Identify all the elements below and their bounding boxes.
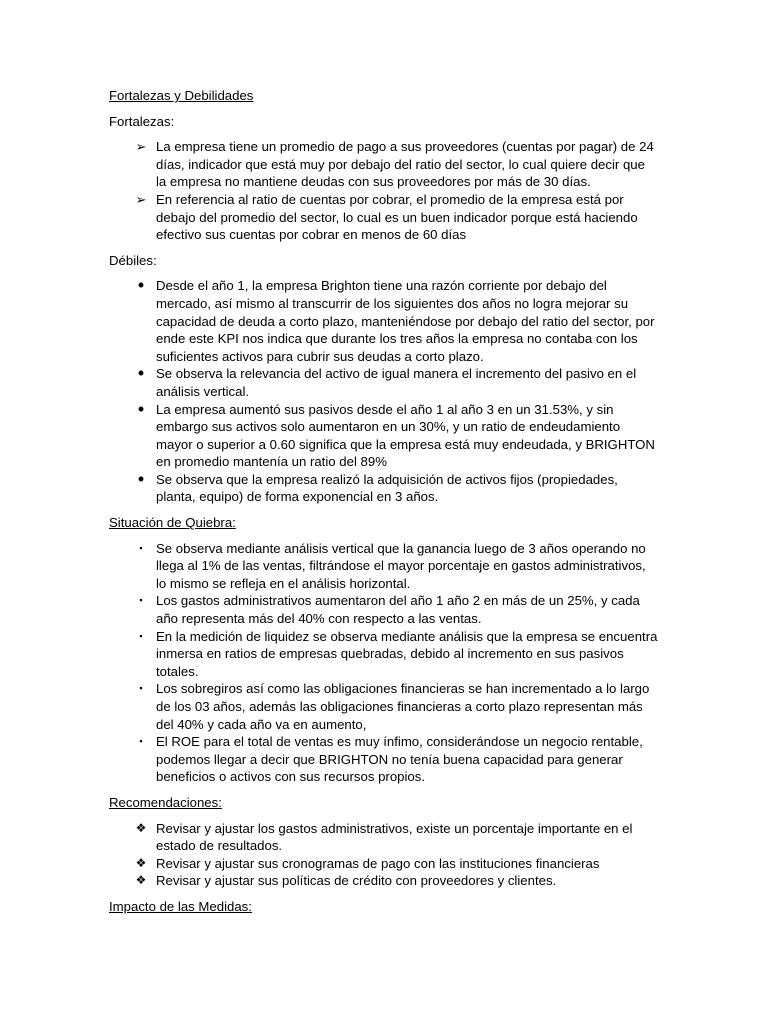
square-bullet-icon: ▪	[139, 683, 143, 694]
list-item-text: Revisar y ajustar sus cronogramas de pago con las instituciones financieras	[156, 855, 600, 871]
list-item-text: Los gastos administrativos aumentaron del año 1 año 2 en más de un 25%, y cada año representa más del 40% con respecto a las ventas.	[156, 593, 640, 627]
list-item	[109, 138, 658, 191]
square-bullet-icon: ▪	[139, 736, 143, 747]
diamond-bullet-icon: ❖	[135, 820, 147, 835]
list-item	[109, 277, 658, 365]
square-bullet-icon: ▪	[139, 630, 143, 641]
fortalezas-heading: Fortalezas:	[109, 113, 175, 129]
list-item-text: La empresa tiene un promedio de pago a sus proveedores (cuentas por pagar) de 24 días, indicador que está muy por debajo del ratio del sector, lo cual quiere decir que la empresa no mantiene deudas con sus proveedores por más de 30 días.	[156, 139, 654, 190]
diamond-bullet-icon: ❖	[135, 855, 147, 870]
dot-bullet-icon: •	[137, 468, 145, 489]
square-bullet-icon: ▪	[139, 595, 143, 606]
page-title: Fortalezas y Debilidades	[109, 88, 254, 103]
list-item-text: El ROE para el total de ventas es muy ínfimo, considerándose un negocio rentable, podemos llegar a decir que BRIGHTON no tenía buena capacidad para generar beneficios o activos con sus recursos propios.	[156, 734, 643, 785]
list-item	[109, 540, 658, 593]
list-item	[109, 872, 658, 890]
impacto-heading: Impacto de las Medidas:	[109, 898, 252, 914]
dot-bullet-icon: •	[137, 363, 145, 384]
list-item	[109, 398, 658, 471]
list-item-text: Revisar y ajustar los gastos administrativos, existe un porcentaje importante en el estado de resultados.	[156, 820, 633, 854]
fortalezas-list	[109, 138, 658, 244]
list-item	[109, 820, 658, 855]
arrow-bullet-icon: ➢	[135, 139, 147, 155]
list-item-text: Se observa que la empresa realizó la adquisición de activos fijos (propiedades, planta, equipo) de forma exponencial en 3 años.	[156, 471, 618, 505]
recomendaciones-list	[109, 820, 658, 890]
diamond-bullet-icon: ❖	[135, 873, 147, 888]
list-item-text: Los sobregiros así como las obligaciones financieras se han incrementado a lo largo de los 03 años, además las obligaciones financieras a corto plazo representan más del 40% y cada año va en aumento,	[156, 681, 650, 732]
arrow-bullet-icon: ➢	[135, 191, 147, 207]
list-item-text: Se observa la relevancia del activo de igual manera el incremento del pasivo en el análisis vertical.	[156, 366, 637, 399]
list-item	[109, 855, 658, 873]
recomendaciones-heading: Recomendaciones:	[109, 794, 222, 810]
list-item-text: Se observa mediante análisis vertical que la ganancia luego de 3 años operando no llega al 1% de las ventas, filtrándose el mayor porcentaje en gastos administrativos, lo mismo se refleja en el análisis horizontal.	[156, 540, 646, 591]
dot-bullet-icon: •	[137, 275, 145, 296]
quiebra-list	[109, 540, 658, 786]
list-item-text: En referencia al ratio de cuentas por cobrar, el promedio de la empresa está por debajo del promedio del sector, lo cual es un buen indicador porque está haciendo efectivo sus cuentas por cobrar en menos de 60 días	[156, 191, 638, 243]
list-item	[109, 592, 658, 627]
list-item	[109, 628, 658, 681]
list-item	[109, 733, 658, 786]
list-item-text: La empresa aumentó sus pasivos desde el año 1 al año 3 en un 31.53%, y sin embargo sus activos solo aumentaron en un 30%, y un ratio de endeudamiento mayor o superior a 0.60 significa que la empresa está muy endeudada, y BRIGHTON en promedio mantenía un ratio del 89%	[156, 401, 655, 470]
list-item	[109, 680, 658, 733]
debiles-heading: Débiles:	[109, 252, 157, 268]
quiebra-heading: Situación de Quiebra:	[109, 515, 236, 531]
list-item	[109, 191, 658, 244]
list-item-text: En la medición de liquidez se observa mediante análisis que la empresa se encuentra inmersa en ratios de empresas quebradas, debido al incremento en sus pasivos totales.	[156, 628, 658, 679]
list-item-text: Revisar y ajustar sus políticas de crédito con proveedores y clientes.	[156, 873, 557, 889]
dot-bullet-icon: •	[137, 398, 145, 419]
list-item-text: Desde el año 1, la empresa Brighton tiene una razón corriente por debajo del mercado, así mismo al transcurrir de los siguientes dos años no logra mejorar su capacidad de deuda a corto plazo, manteniéndose por debajo del ratio del sector, por ende este KPI nos indica que durante los tres años la empresa no contaba con los suficientes activos para cubrir sus deudas a corto plazo.	[156, 278, 655, 364]
list-item	[109, 468, 658, 506]
list-item	[109, 365, 658, 400]
debiles-list	[109, 277, 658, 506]
square-bullet-icon: ▪	[139, 542, 143, 553]
